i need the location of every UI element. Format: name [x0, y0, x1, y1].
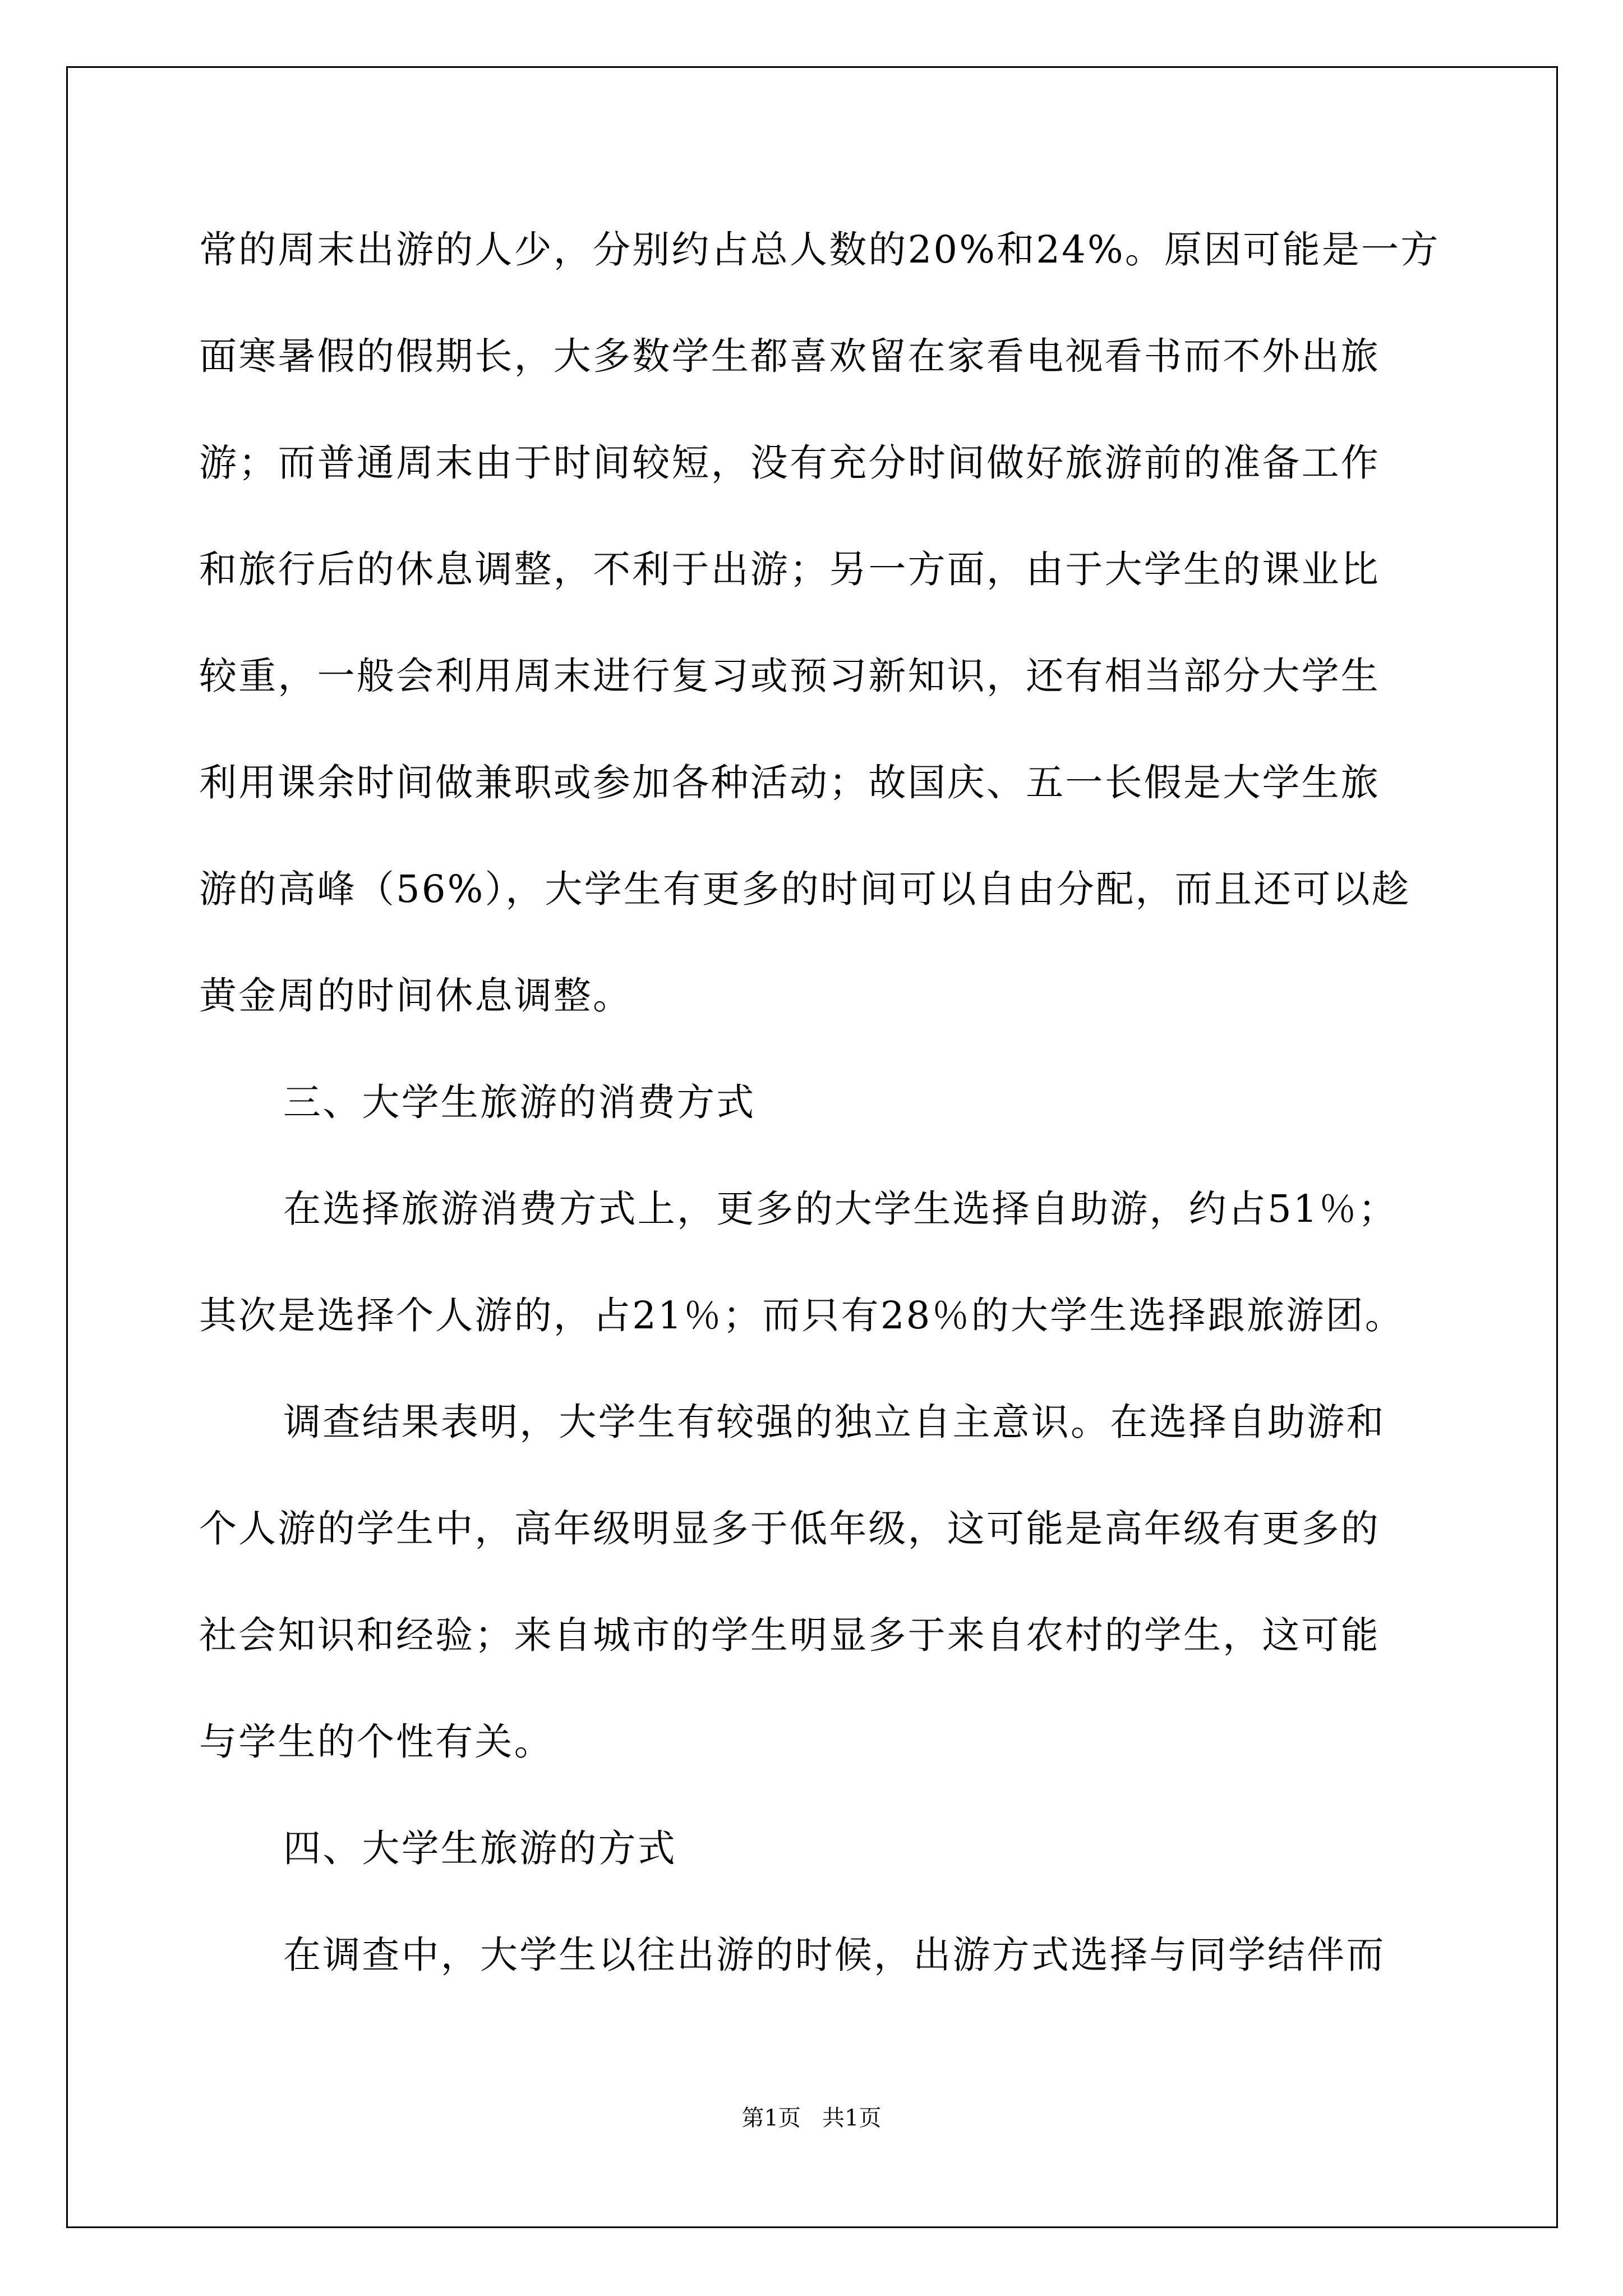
text-line-3: 游；而普通周末由于时间较短，没有充分时间做好旅游前的准备工作	[199, 441, 1380, 485]
text-line-12: 调查结果表明，大学生有较强的独立自主意识。在选择自助游和	[283, 1400, 1386, 1444]
page-footer: 第1页 共1页	[741, 2105, 882, 2131]
section-heading-4: 四、大学生旅游的方式	[283, 1826, 677, 1870]
text-line-1: 常的周末出游的人少，分别约占总人数的20%和24%。原因可能是一方	[199, 228, 1440, 272]
text-line-10: 在选择旅游消费方式上，更多的大学生选择自助游，约占51％；	[283, 1187, 1398, 1231]
text-line-6: 利用课余时间做兼职或参加各种活动；故国庆、五一长假是大学生旅	[199, 761, 1380, 804]
text-line-11: 其次是选择个人游的，占21％；而只有28％的大学生选择跟旅游团。	[199, 1294, 1404, 1337]
text-line-14: 社会知识和经验；来自城市的学生明显多于来自农村的学生，这可能	[199, 1613, 1380, 1657]
text-line-13: 个人游的学生中，高年级明显多于低年级，这可能是高年级有更多的	[199, 1507, 1380, 1550]
text-line-4: 和旅行后的休息调整，不利于出游；另一方面，由于大学生的课业比	[199, 547, 1380, 591]
text-line-5: 较重，一般会利用周末进行复习或预习新知识，还有相当部分大学生	[199, 654, 1380, 698]
text-line-15: 与学生的个性有关。	[199, 1720, 554, 1764]
text-line-8: 黄金周的时间休息调整。	[199, 974, 633, 1018]
text-line-2: 面寒暑假的假期长，大多数学生都喜欢留在家看电视看书而不外出旅	[199, 334, 1380, 378]
text-line-7: 游的高峰（56%），大学生有更多的时间可以自由分配，而且还可以趁	[199, 867, 1411, 911]
text-line-17: 在调查中，大学生以往出游的时候，出游方式选择与同学结伴而	[283, 1933, 1386, 1977]
section-heading-3: 三、大学生旅游的消费方式	[283, 1080, 756, 1124]
page-border	[66, 66, 1558, 2228]
